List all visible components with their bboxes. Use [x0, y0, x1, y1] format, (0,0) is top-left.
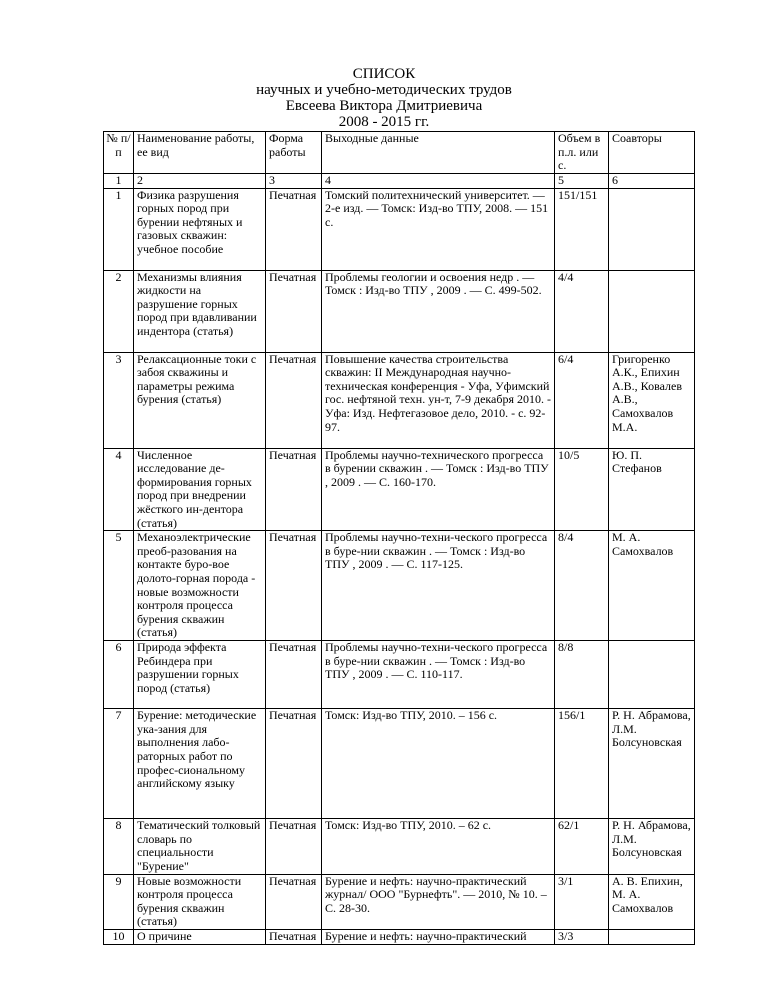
publication-details: Томский политехнический университет. — 2-е изд. — Томск: Изд-во ТПУ, 2008. — 151 с.: [322, 188, 555, 270]
column-number: 2: [134, 174, 266, 189]
work-title: Тематический толковый словарь по специальности "Бурение": [134, 819, 266, 874]
title-period: 2008 - 2015 гг.: [338, 114, 430, 130]
publication-details: Бурение и нефть: научно-практический: [322, 929, 555, 944]
work-volume: 8/4: [555, 531, 609, 641]
publication-details: Повышение качества строительства скважин: II Международная научно-техническая конференция - Уфа, Уфимский гос. нефтяной техн. ун-т, 7-9 декабря 2010. - Уфа: Изд. Нефтегазовое дело, 2010. - с. 92-97.: [322, 352, 555, 448]
coauthors: Р. Н. Абрамова, Л.М. Болсуновская: [609, 709, 695, 819]
work-form: Печатная: [266, 709, 322, 819]
table-row: [104, 352, 695, 448]
coauthors: М. А. Самохвалов: [609, 531, 695, 641]
work-title: Физика разрушения горных пород при бурении нефтяных и газовых скважин: учебное пособие: [134, 188, 266, 270]
work-form: Печатная: [266, 448, 322, 531]
coauthors: Ю. П. Стефанов: [609, 448, 695, 531]
coauthors: Р. Н. Абрамова, Л.М. Болсуновская: [609, 819, 695, 874]
work-form: Печатная: [266, 819, 322, 874]
work-volume: 62/1: [555, 819, 609, 874]
work-title: Бурение: методические ука-зания для выполнения лабо-раторных работ по профес-сиональному английскому языку: [134, 709, 266, 819]
row-number: 4: [104, 448, 134, 531]
table-row: [104, 929, 695, 944]
publication-details: Бурение и нефть: научно-практический журнал/ ООО "Бурнефть". — 2010, № 10. – С. 28-30.: [322, 874, 555, 929]
column-number: 4: [322, 174, 555, 189]
work-volume: 10/5: [555, 448, 609, 531]
table-row: [104, 874, 695, 929]
coauthors: А. В. Епихин, М. А. Самохвалов: [609, 874, 695, 929]
document-title: [0, 66, 768, 130]
header-name: Наименование работы, ее вид: [134, 132, 266, 174]
publication-details: Проблемы геологии и освоения недр . — Томск : Изд-во ТПУ , 2009 . — С. 499-502.: [322, 270, 555, 352]
column-number: 3: [266, 174, 322, 189]
work-volume: 6/4: [555, 352, 609, 448]
column-number-row: [104, 174, 695, 189]
row-number: 7: [104, 709, 134, 819]
row-number: 2: [104, 270, 134, 352]
coauthors: [609, 270, 695, 352]
header-row: [104, 132, 695, 174]
work-form: Печатная: [266, 641, 322, 709]
work-title: Природа эффекта Ребиндера при разрушении горных пород (статья): [134, 641, 266, 709]
header-output: Выходные данные: [322, 132, 555, 174]
table-row: [104, 709, 695, 819]
work-title: Новые возможности контроля процесса бурения скважин (статья): [134, 874, 266, 929]
column-number: 5: [555, 174, 609, 189]
work-title: Механоэлектрические преоб-разования на контакте буро-вое долото-горная порода - новые возможности контроля процесса бурения скважин (статья): [134, 531, 266, 641]
table-row: [104, 448, 695, 531]
work-form: Печатная: [266, 270, 322, 352]
coauthors: [609, 188, 695, 270]
publication-details: Томск: Изд-во ТПУ, 2010. – 156 с.: [322, 709, 555, 819]
coauthors: [609, 929, 695, 944]
coauthors: [609, 641, 695, 709]
work-form: Печатная: [266, 352, 322, 448]
row-number: 8: [104, 819, 134, 874]
publication-details: Проблемы научно-техни-ческого прогресса в буре-нии скважин . — Томск : Изд-во ТПУ , 2009 . — С. 117-125.: [322, 531, 555, 641]
table-row: [104, 270, 695, 352]
table-row: [104, 641, 695, 709]
header-form: Форма работы: [266, 132, 322, 174]
title-author: Евсеева Виктора Дмитриевича: [285, 98, 483, 114]
work-form: Печатная: [266, 531, 322, 641]
publication-details: Проблемы научно-техни-ческого прогресса в буре-нии скважин . — Томск : Изд-во ТПУ , 2009 . — С. 110-117.: [322, 641, 555, 709]
work-volume: 3/1: [555, 874, 609, 929]
row-number: 5: [104, 531, 134, 641]
publication-details: Томск: Изд-во ТПУ, 2010. – 62 с.: [322, 819, 555, 874]
work-form: Печатная: [266, 188, 322, 270]
row-number: 6: [104, 641, 134, 709]
row-number: 1: [104, 188, 134, 270]
work-volume: 8/8: [555, 641, 609, 709]
work-volume: 151/151: [555, 188, 609, 270]
header-coauthors: Соавторы: [609, 132, 695, 174]
header-number: № п/п: [104, 132, 134, 174]
title-heading: СПИСОК: [352, 66, 416, 82]
header-volume: Объем в п.л. или с.: [555, 132, 609, 174]
table-row: [104, 819, 695, 874]
row-number: 10: [104, 929, 134, 944]
publication-details: Проблемы научно-технического прогресса в бурении скважин . — Томск : Изд-во ТПУ , 2009 . — С. 160-170.: [322, 448, 555, 531]
work-form: Печатная: [266, 874, 322, 929]
row-number: 9: [104, 874, 134, 929]
title-subject: научных и учебно-методических трудов: [256, 82, 512, 98]
publications-table: [103, 131, 695, 945]
column-number: 1: [104, 174, 134, 189]
work-title: О причине: [134, 929, 266, 944]
work-title: Релаксационные токи с забоя скважины и параметры режима бурения (статья): [134, 352, 266, 448]
row-number: 3: [104, 352, 134, 448]
column-number: 6: [609, 174, 695, 189]
work-volume: 4/4: [555, 270, 609, 352]
work-volume: 156/1: [555, 709, 609, 819]
work-volume: 3/3: [555, 929, 609, 944]
coauthors: Григоренко А.К., Епихин А.В., Ковалев А.В., Самохвалов М.А.: [609, 352, 695, 448]
table-row: [104, 188, 695, 270]
table-row: [104, 531, 695, 641]
work-title: Механизмы влияния жидкости на разрушение горных пород при вдавливании индентора (статья): [134, 270, 266, 352]
work-title: Численное исследование де-формирования горных пород при внедрении жёсткого ин-дентора (статья): [134, 448, 266, 531]
work-form: Печатная: [266, 929, 322, 944]
